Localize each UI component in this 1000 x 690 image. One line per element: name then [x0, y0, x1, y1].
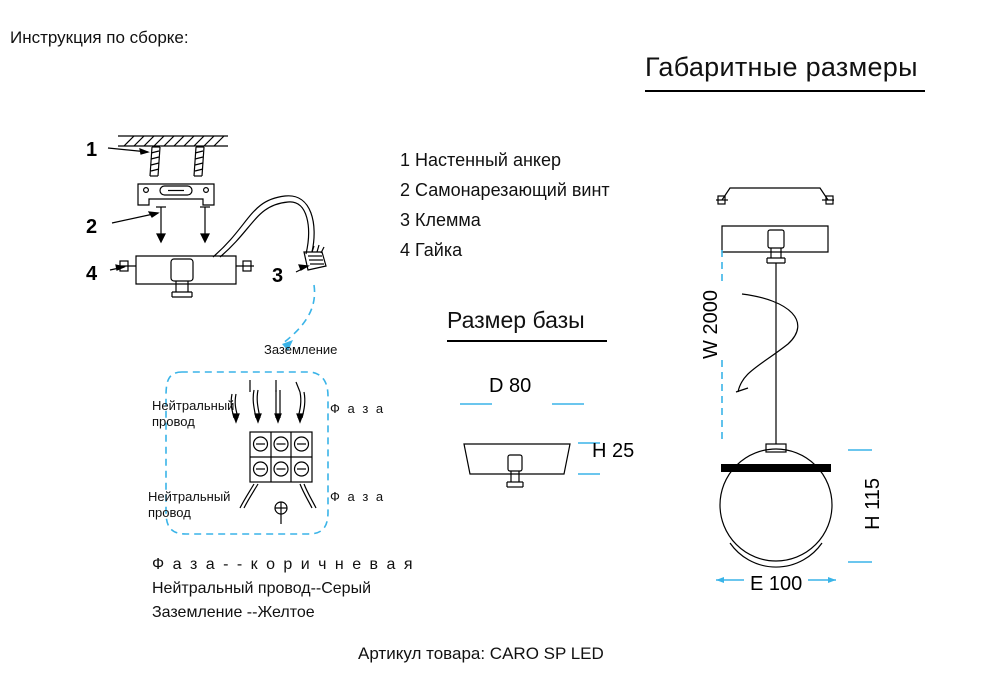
base-size-drawing: [460, 404, 600, 487]
self-tapping-screw-right: [200, 207, 210, 242]
fixture-elevation-drawing: [716, 188, 872, 583]
dimension-base-height: H 25: [592, 440, 635, 462]
parts-legend-item-3: 3 Клемма: [400, 210, 481, 230]
parts-legend-item-4: 4 Гайка: [400, 240, 463, 260]
wire-label-neutral-top: Нейтральный провод: [152, 398, 235, 430]
base-size-underline: [447, 340, 607, 342]
wire-label-phase-top: Ф а з а: [330, 401, 386, 416]
color-legend-ground: Заземление --Желтое: [152, 604, 315, 621]
dimension-cord-length: W 2000: [700, 290, 722, 359]
overall-dimensions-underline: [645, 90, 925, 92]
wall-anchor-right: [194, 147, 204, 176]
parts-legend-item-2: 2 Самонарезающий винт: [400, 180, 610, 200]
article-code: Артикул товара: CARO SP LED: [358, 644, 604, 663]
callout-number-1: 1: [86, 139, 98, 161]
callout-number-2: 2: [86, 216, 98, 238]
color-legend-neutral: Нейтральный провод--Серый: [152, 580, 372, 597]
dimension-globe-diameter: E 100: [750, 573, 803, 595]
canopy-body: [136, 256, 236, 297]
power-cable: [213, 196, 314, 257]
dimension-fixture-height: H 115: [862, 478, 884, 530]
callout-number-4: 4: [86, 263, 98, 285]
wire-label-phase-bottom: Ф а з а: [330, 489, 386, 504]
callout-leaders: [108, 148, 308, 272]
ceiling-hatch: [118, 136, 228, 146]
mounting-bracket: [138, 184, 214, 205]
dimension-base-diameter: D 80: [489, 375, 532, 397]
callout-number-3: 3: [272, 265, 284, 287]
nut-right: [236, 261, 254, 271]
instruction-title: Инструкция по сборке:: [10, 28, 189, 47]
parts-legend-item-1: 1 Настенный анкер: [400, 150, 561, 170]
wire-label-ground: Заземление: [264, 342, 338, 357]
wall-anchor-left: [150, 147, 160, 176]
overall-dimensions-heading: Габаритные размеры: [645, 52, 918, 82]
base-size-heading: Размер базы: [447, 307, 585, 333]
self-tapping-screw-left: [156, 207, 166, 242]
wire-label-neutral-bottom: Нейтральный провод: [148, 489, 231, 521]
color-legend-phase: Ф а з а - - к о р и ч н е в а я: [152, 556, 415, 573]
